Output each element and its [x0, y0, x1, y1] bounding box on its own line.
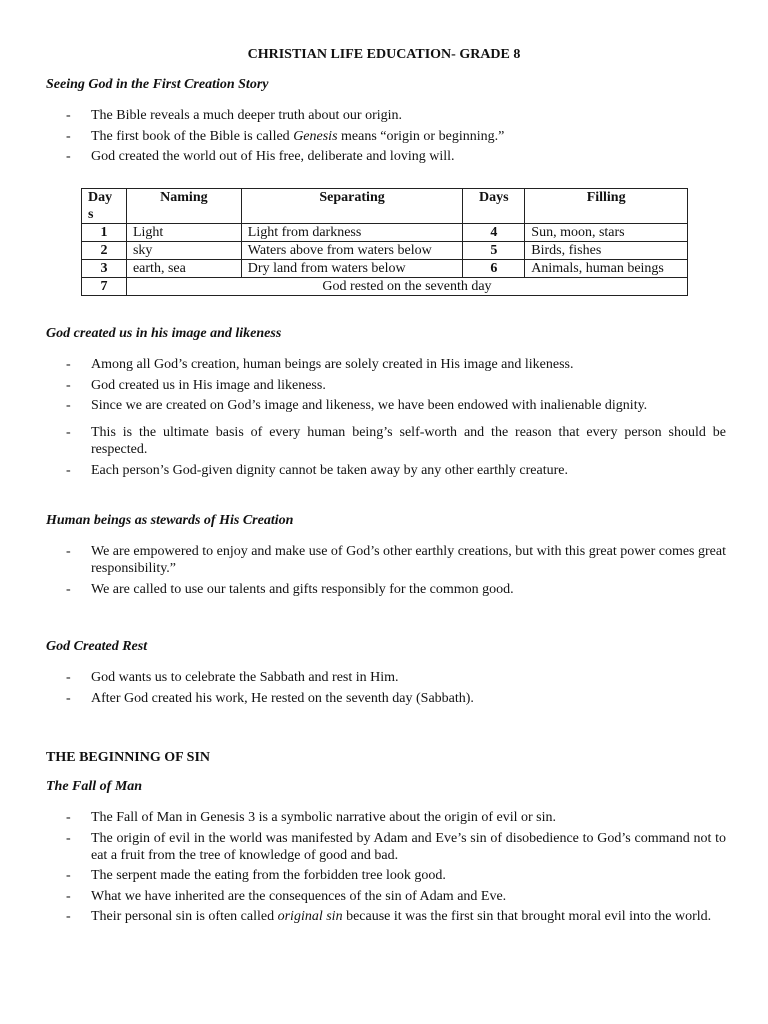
list-item: - Among all God’s creation, human beings are solely created in His image and likeness. [66, 356, 726, 373]
fall-list [66, 809, 726, 929]
rest-list [66, 669, 726, 710]
list-item: - God wants us to celebrate the Sabbath and rest in Him. [66, 669, 726, 686]
list-item: - The origin of evil in the world was manifested by Adam and Eve’s sin of disobedience to God’s command not to eat a fruit from the tree of knowledge of good and bad. [66, 830, 726, 864]
list-item: - After God created his work, He rested on the seventh day (Sabbath). [66, 690, 726, 707]
table-header-naming: Naming [126, 189, 241, 224]
section-heading-creation: Seeing God in the First Creation Story [46, 77, 269, 92]
table-header-days2: Days [463, 189, 525, 224]
list-item: - We are empowered to enjoy and make use of God’s other earthly creations, but with this great power comes great responsibility.” [66, 543, 726, 577]
list-item: - We are called to use our talents and gifts responsibly for the common good. [66, 581, 726, 598]
section-heading-sin: THE BEGINNING OF SIN [46, 750, 211, 765]
subheading-fall: The Fall of Man [46, 779, 143, 794]
list-item: - The Bible reveals a much deeper truth about our origin. [66, 107, 726, 124]
list-item: - The serpent made the eating from the forbidden tree look good. [66, 867, 726, 884]
list-item: - God created us in His image and likeness. [66, 377, 726, 394]
section-heading-stewards: Human beings as stewards of His Creation [46, 513, 294, 528]
list-item: - This is the ultimate basis of every human being’s self-worth and the reason that every person should be respected. [66, 424, 726, 458]
table-row: 2 sky Waters above from waters below 5 Birds, fishes [82, 242, 688, 260]
list-item: - What we have inherited are the consequences of the sin of Adam and Eve. [66, 888, 726, 905]
section-heading-rest: God Created Rest [46, 639, 148, 654]
list-item: - Since we are created on God’s image and likeness, we have been endowed with inalienable dignity. [66, 397, 726, 414]
list-item: - The first book of the Bible is called Genesis means “origin or beginning.” [66, 128, 726, 145]
page-title: CHRISTIAN LIFE EDUCATION- GRADE 8 [247, 47, 521, 62]
section-heading-image: God created us in his image and likeness [46, 326, 282, 341]
creation-days-table [81, 188, 688, 296]
creation-list [66, 107, 726, 169]
table-row: 1 Light Light from darkness 4 Sun, moon, stars [82, 224, 688, 242]
list-item: - Their personal sin is often called original sin because it was the first sin that brought moral evil into the world. [66, 908, 726, 925]
table-header-separating: Separating [241, 189, 463, 224]
table-row: 7 God rested on the seventh day [82, 278, 688, 296]
table-row: 3 earth, sea Dry land from waters below 6 Animals, human beings [82, 260, 688, 278]
list-item: - God created the world out of His free, deliberate and loving will. [66, 148, 726, 165]
image-list [66, 356, 726, 482]
table-header-days: Day s [82, 189, 127, 224]
stewards-list [66, 543, 726, 601]
table-header-filling: Filling [525, 189, 688, 224]
list-item: - The Fall of Man in Genesis 3 is a symbolic narrative about the origin of evil or sin. [66, 809, 726, 826]
list-item: - Each person’s God-given dignity cannot be taken away by any other earthly creature. [66, 462, 726, 479]
